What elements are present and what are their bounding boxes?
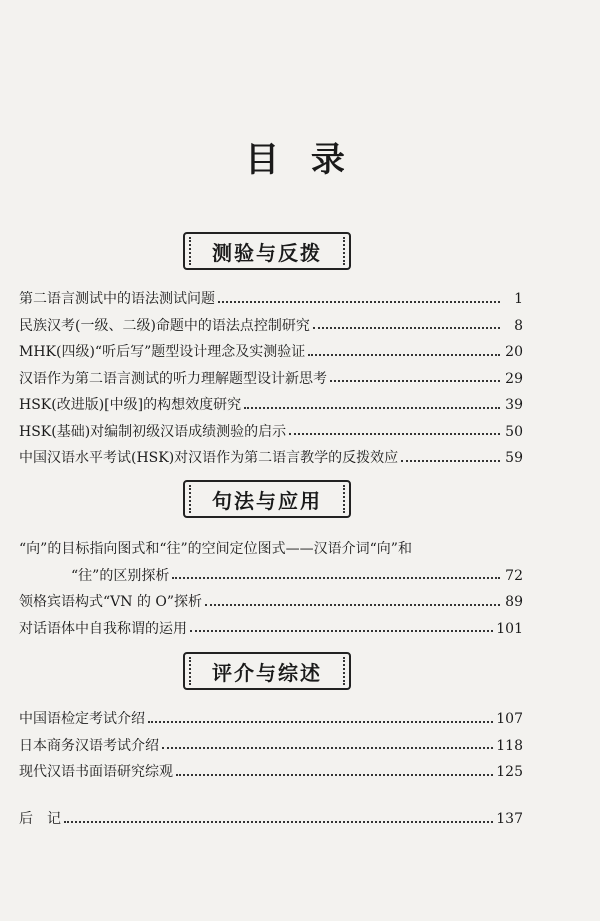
toc-entry[interactable]: 对话语体中自我称谓的运用 101 (19, 620, 523, 637)
toc-entry[interactable]: 第二语言测试中的语法测试问题 1 (19, 291, 523, 307)
toc-entry[interactable]: 日本商务汉语考试介绍 118 (19, 737, 523, 754)
toc-entry[interactable]: 汉语作为第二语言测试的听力理解题型设计新思考 29 (19, 370, 523, 387)
toc-entry[interactable]: “往”的区别探析 72 (71, 567, 523, 584)
section-entries (19, 708, 523, 788)
toc-entry-afterword[interactable]: 后 记 137 (19, 811, 523, 827)
toc-entry[interactable]: 现代汉语书面语研究综观 125 (19, 764, 523, 780)
toc-entry[interactable]: HSK(改进版)[中级]的构想效度研究 39 (19, 397, 523, 413)
toc-entry[interactable]: 民族汉考(一级、二级)命题中的语法点控制研究 8 (19, 317, 523, 334)
toc-entry[interactable]: MHK(四级)“听后写”题型设计理念及实测验证 20 (19, 344, 523, 360)
toc-entry[interactable]: 中国汉语水平考试(HSK)对汉语作为第二语言教学的反拨效应 59 (19, 450, 523, 466)
section-heading: 评介与综述 (183, 652, 351, 690)
toc-entry[interactable]: 领格宾语构式“VN 的 O”探析 89 (19, 594, 523, 610)
section-entries (19, 288, 523, 474)
page-title: 目 录 (245, 140, 355, 180)
section-heading: 测验与反拨 (183, 232, 351, 270)
toc-entry[interactable]: HSK(基础)对编制初级汉语成绩测验的启示 50 (19, 423, 523, 440)
afterword (19, 808, 523, 835)
section-entries (19, 538, 523, 644)
toc-entry-line1[interactable]: “向”的目标指向图式和“往”的空间定位图式——汉语介词“向”和 (19, 541, 412, 557)
toc-entry[interactable]: 中国语检定考试介绍 107 (19, 711, 523, 727)
section-heading: 句法与应用 (183, 480, 351, 518)
